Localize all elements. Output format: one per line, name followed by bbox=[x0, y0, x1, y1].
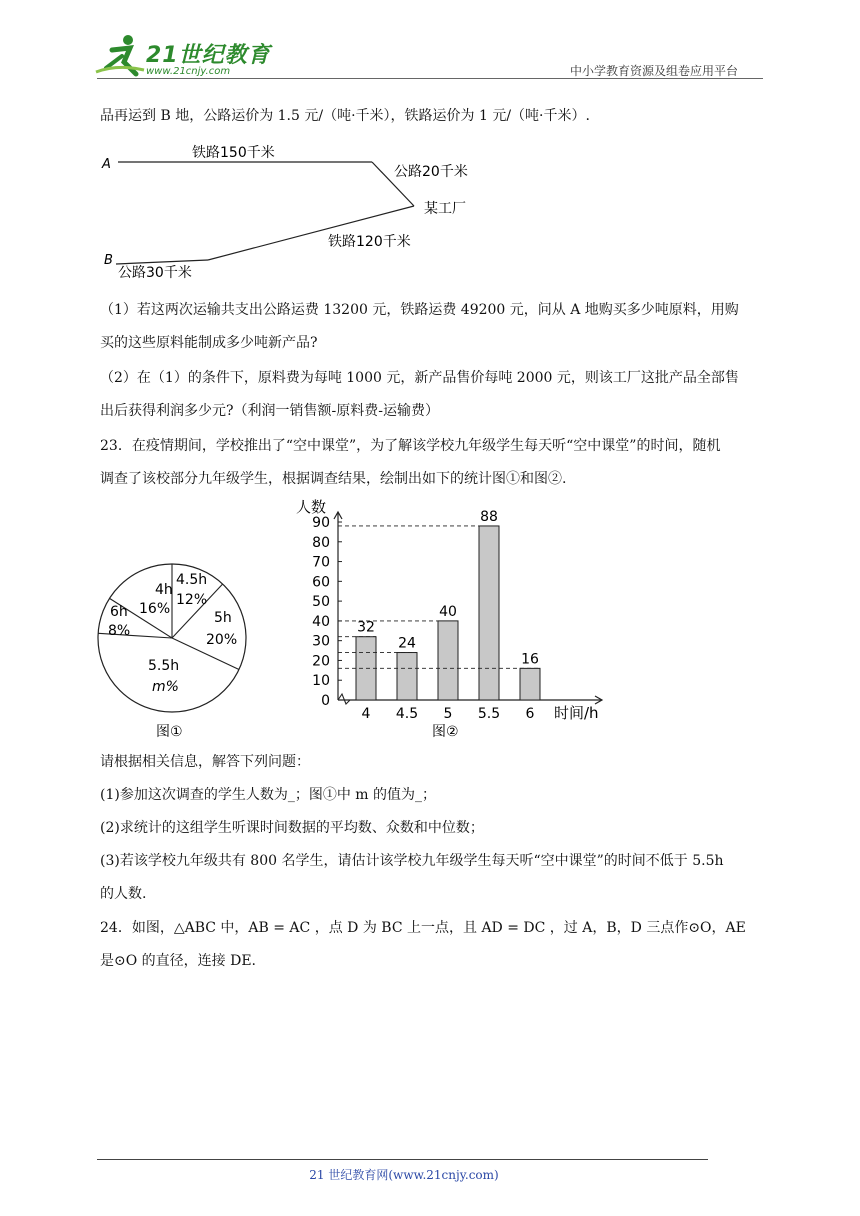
logo-title: 21世纪教育 bbox=[146, 43, 271, 68]
factory-label: 某工厂 bbox=[424, 201, 466, 217]
bar-chart bbox=[290, 492, 620, 744]
pie-caption: 图① bbox=[156, 724, 183, 740]
runner-logo-icon bbox=[92, 34, 146, 78]
pie-value-6h: 8% bbox=[108, 623, 131, 639]
platform-name: 中小学教育资源及组卷应用平台 bbox=[570, 64, 739, 78]
sub-question-2: (2)求统计的这组学生听课时间数据的平均数、众数和中位数； bbox=[100, 820, 484, 836]
logo-url: www.21cnjy.com bbox=[146, 66, 231, 77]
bar-marks bbox=[338, 509, 540, 722]
rail-120-label: 铁路120千米 bbox=[328, 234, 411, 250]
x-tick-label-4: 4 bbox=[361, 706, 371, 722]
bar-caption: 图② bbox=[432, 724, 459, 740]
x-tick-label-5: 5 bbox=[443, 706, 453, 722]
bar-data-label-4.5: 24 bbox=[398, 635, 416, 652]
page-header bbox=[0, 0, 860, 80]
y-tick-label-60: 60 bbox=[312, 574, 330, 591]
y-tick-label-10: 10 bbox=[312, 673, 330, 690]
pie-value-5h: 20% bbox=[206, 632, 238, 648]
bar-x-axis-label: 时间/h bbox=[554, 704, 599, 722]
y-tick-label-30: 30 bbox=[312, 633, 330, 650]
pie-chart bbox=[96, 560, 266, 740]
pie-label-5h: 5h bbox=[214, 610, 232, 626]
problem-23-line-1: 23．在疫情期间，学校推出了“空中课堂”，为了解该学校九年级学生每天听“空中课堂”的时间，随机 bbox=[100, 438, 721, 454]
sub-question-3-line-1: (3)若该学校九年级共有 800 名学生，请估计该学校九年级学生每天听“空中课堂”的时间不低于 5.5h bbox=[100, 853, 724, 869]
question-2-line-1: （2）在（1）的条件下，原料费为每吨 1000 元，新产品售价每吨 2000 元，则该工厂这批产品全部售 bbox=[100, 370, 739, 386]
rail-150-label: 铁路150千米 bbox=[192, 145, 275, 161]
y-tick-label-20: 20 bbox=[312, 653, 330, 670]
bar-4.5 bbox=[397, 653, 417, 700]
footer-divider bbox=[97, 1159, 708, 1160]
question-2-line-2: 出后获得利润多少元?（利润一销售额-原料费-运输费） bbox=[100, 403, 439, 419]
pie-label-5-5h: 5.5h bbox=[148, 658, 180, 674]
route-diagram bbox=[96, 138, 496, 288]
bar-data-label-5.5: 88 bbox=[480, 508, 498, 525]
pie-label-4h: 4h bbox=[155, 582, 173, 598]
sub-question-3-line-2: 的人数. bbox=[100, 886, 147, 902]
instruction-line: 请根据相关信息，解答下列问题： bbox=[100, 754, 310, 770]
pie-label-6h: 6h bbox=[110, 604, 128, 620]
bar-5 bbox=[438, 621, 458, 700]
road-20-label: 公路20千米 bbox=[394, 164, 468, 180]
question-1-line-2: 买的这些原料能制成多少吨新产品? bbox=[100, 335, 318, 351]
y-tick-label-50: 50 bbox=[312, 594, 330, 611]
problem-23-line-2: 调查了该校部分九年级学生，根据调查结果，绘制出如下的统计图①和图②. bbox=[100, 471, 567, 487]
x-tick-label-6: 6 bbox=[525, 706, 535, 722]
pie-value-4h: 16% bbox=[139, 601, 171, 617]
bar-y-axis-label: 人数 bbox=[296, 498, 327, 516]
y-tick-label-90: 90 bbox=[312, 515, 330, 531]
bar-data-label-4: 32 bbox=[357, 619, 375, 636]
point-b-label: B bbox=[104, 253, 113, 268]
footer-text: 21 世纪教育网(www.21cnjy.com) bbox=[309, 1168, 499, 1182]
y-tick-label-70: 70 bbox=[312, 554, 330, 571]
axis-break-mark bbox=[338, 694, 350, 704]
bar-6 bbox=[520, 668, 540, 700]
question-1-line-1: （1）若这两次运输共支出公路运费 13200 元，铁路运费 49200 元，问从 A 地购买多少吨原料，用购 bbox=[100, 302, 739, 318]
bar-data-label-6: 16 bbox=[521, 651, 539, 668]
y-tick-label-0: 0 bbox=[321, 693, 330, 709]
bar-data-label-5: 40 bbox=[439, 603, 457, 620]
x-tick-label-4.5: 4.5 bbox=[395, 706, 419, 722]
header-divider bbox=[97, 78, 763, 79]
problem-24-line-2: 是⊙O 的直径，连接 DE. bbox=[100, 953, 257, 969]
pie-value-4-5h: 12% bbox=[176, 592, 208, 608]
x-tick-label-5.5: 5.5 bbox=[477, 706, 501, 722]
y-tick-label-80: 80 bbox=[312, 534, 330, 551]
text-line: 品再运到 B 地，公路运价为 1.5 元/（吨·千米），铁路运价为 1 元/（吨·千米）. bbox=[100, 108, 590, 124]
pie-value-5-5h: m% bbox=[152, 679, 179, 695]
sub-question-1: (1)参加这次调查的学生人数为_；图①中 m 的值为_； bbox=[100, 787, 437, 803]
pie-label-4-5h: 4.5h bbox=[176, 572, 208, 588]
problem-24-line-1: 24．如图，△ABC 中，AB = AC ，点 D 为 BC 上一点，且 AD = DC ，过 A，B，D 三点作⊙O，AE bbox=[100, 920, 746, 936]
y-tick-label-40: 40 bbox=[312, 613, 330, 630]
point-a-label: A bbox=[102, 157, 111, 172]
bar-5.5 bbox=[479, 526, 499, 700]
road-30-label: 公路30千米 bbox=[118, 265, 192, 281]
